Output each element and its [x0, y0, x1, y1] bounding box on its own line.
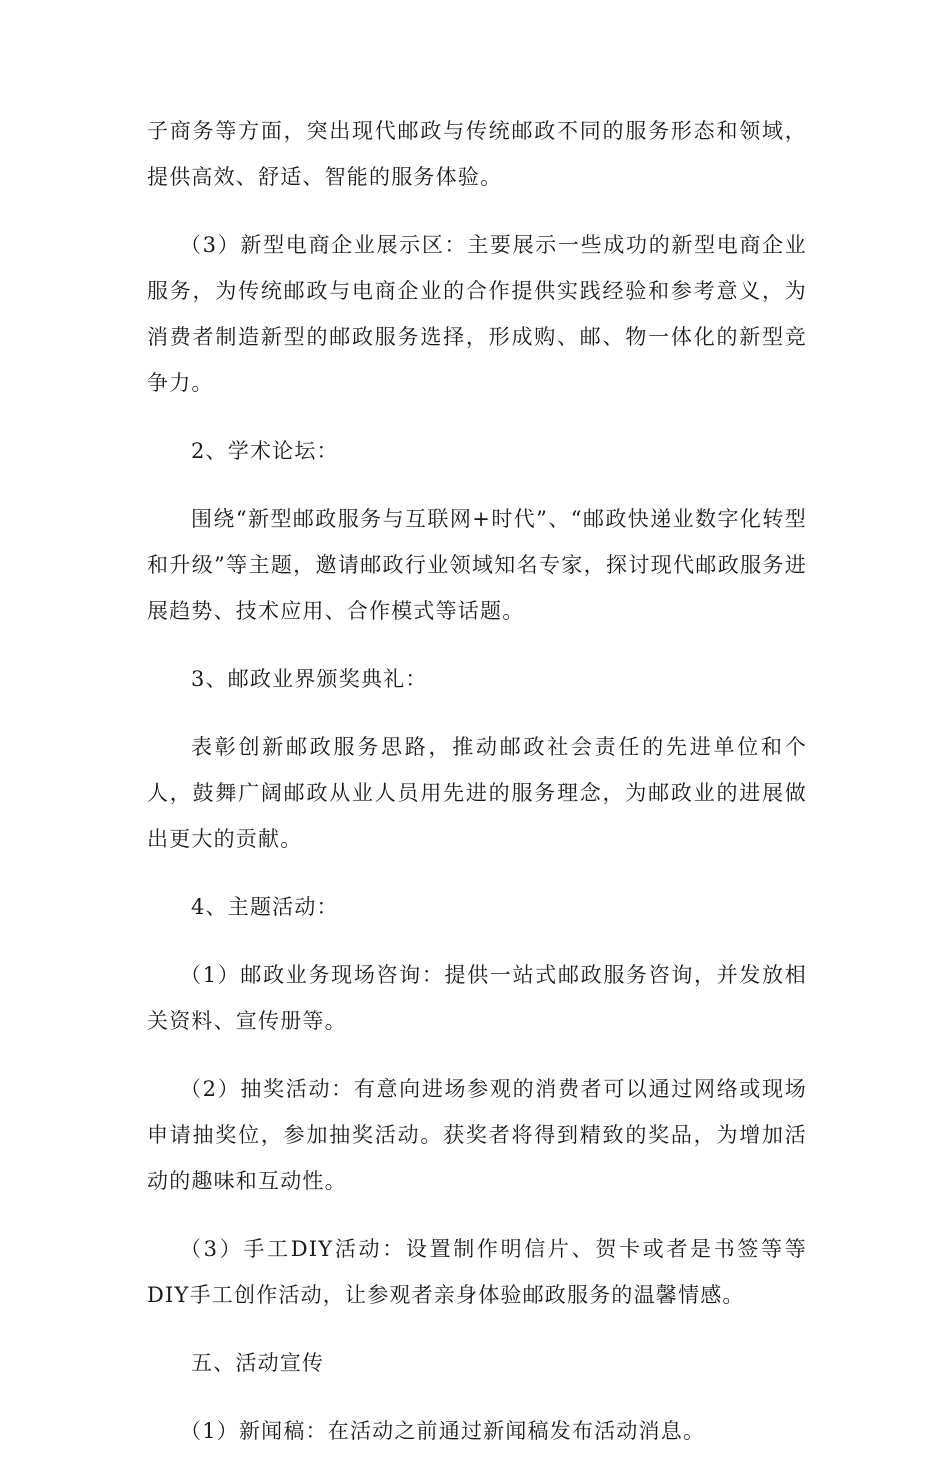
paragraph-lottery: （2）抽奖活动：有意向进场参观的消费者可以通过网络或现场申请抽奖位，参加抽奖活动。获奖者将得到精致的奖品，为增加活动的趣味和互动性。 [147, 1077, 807, 1193]
paragraph-academic-forum: 围绕“新型邮政服务与互联网+时代”、“邮政快递业数字化转型和升级”等主题，邀请邮政行业领域知名专家，探讨现代邮政服务进展趋势、技术应用、合作模式等话题。 [147, 507, 807, 623]
heading-award-ceremony: 3、邮政业界颁奖典礼： [191, 667, 428, 691]
paragraph-ecommerce-zone: （3）新型电商企业展示区：主要展示一些成功的新型电商企业服务，为传统邮政与电商企业的合作提供实践经验和参考意义，为消费者制造新型的邮政服务选择，形成购、邮、物一体化的新型竞争力。 [147, 233, 807, 395]
paragraph-continuation: 子商务等方面，突出现代邮政与传统邮政不同的服务形态和领域，提供高效、舒适、智能的服务体验。 [147, 119, 807, 189]
paragraph-diy: （3）手工DIY活动：设置制作明信片、贺卡或者是书签等等DIY手工创作活动，让参观者亲身体验邮政服务的温馨情感。 [147, 1237, 807, 1307]
paragraph-press-release: （1）新闻稿：在活动之前通过新闻稿发布活动消息。 [180, 1419, 706, 1443]
document-page [147, 108, 807, 1476]
heading-academic-forum: 2、学术论坛： [191, 439, 339, 463]
heading-theme-activities: 4、主题活动： [191, 895, 339, 919]
paragraph-award-ceremony: 表彰创新邮政服务思路，推动邮政社会责任的先进单位和个人，鼓舞广阔邮政从业人员用先进的服务理念，为邮政业的进展做出更大的贡献。 [147, 735, 807, 851]
heading-promotion: 五、活动宣传 [191, 1351, 325, 1375]
paragraph-consultation: （1）邮政业务现场咨询：提供一站式邮政服务咨询，并发放相关资料、宣传册等。 [147, 963, 807, 1033]
